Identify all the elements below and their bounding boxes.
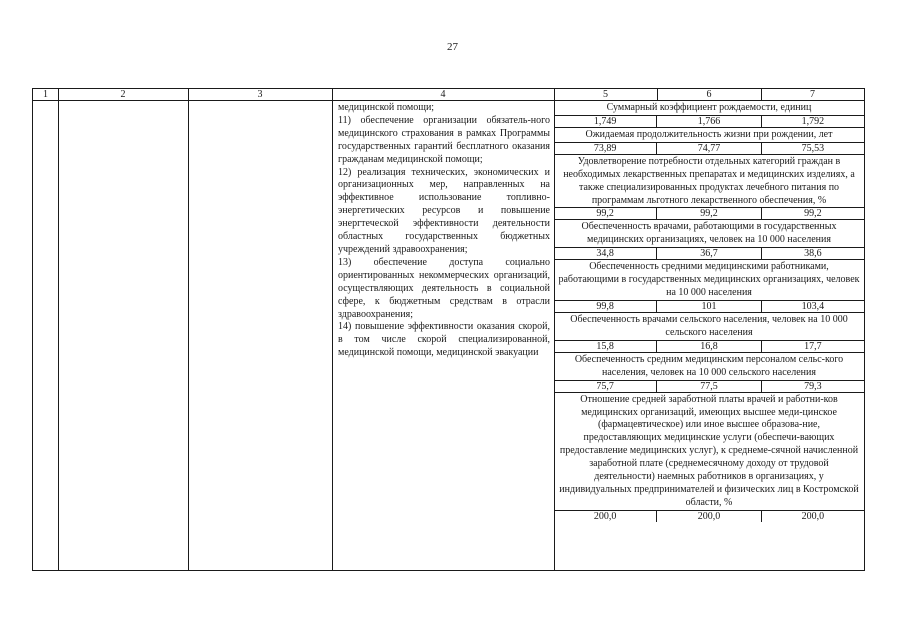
column-number: 1: [43, 89, 48, 100]
indicator-value: 1,792: [761, 116, 864, 127]
indicator-values: [554, 248, 864, 260]
indicator-name: Обеспеченность средними медицинскими работниками, работающими в государственных медицинских организациях, человек на 10 000 населения: [554, 260, 864, 301]
indicator-value: 36,7: [656, 248, 760, 259]
indicator-value: 200,0: [656, 511, 760, 522]
column-divider: [332, 89, 333, 570]
column-number: 5: [603, 89, 608, 100]
indicator-value: 73,89: [593, 142, 617, 154]
indicator-value: 75,53: [761, 143, 864, 154]
indicator-value: 99,2: [761, 208, 864, 219]
indicator-values: [554, 301, 864, 313]
column-number-row: [33, 89, 864, 101]
indicator-value: 77,5: [656, 381, 760, 392]
indicator-name: Обеспеченность врачами, работающими в государственных медицинских организациях, человек на 10 000 населения: [554, 220, 864, 248]
indicator-value: 75,7: [596, 380, 614, 392]
indicator-block: [554, 353, 864, 393]
measure-item: медицинской помощи;: [338, 102, 435, 113]
indicator-value: 200,0: [593, 510, 617, 522]
indicator-value: 99,8: [596, 300, 614, 312]
indicator-block: [554, 101, 864, 128]
indicator-name: Обеспеченность средним медицинским персоналом сельс-кого населения, человек на 10 000 сельского населения: [554, 353, 864, 381]
column-number: 6: [706, 89, 712, 100]
page-number: 27: [447, 41, 458, 53]
indicator-value: 99,2: [596, 208, 614, 220]
measure-item: 11) обеспечение организации обязатель-ного медицинского страхования в рамках Программы государственных гарантий бесплатного оказания гражданам медицинской помощи;: [338, 114, 550, 165]
program-table: [32, 88, 865, 571]
indicator-block: [554, 155, 864, 221]
indicator-value: 200,0: [761, 511, 864, 522]
indicator-value: 79,3: [761, 381, 864, 392]
indicator-block: [554, 313, 864, 353]
column-divider: [761, 89, 762, 100]
indicator-value: 99,2: [656, 208, 760, 219]
column-number: 7: [810, 89, 815, 100]
indicator-value: 16,8: [656, 341, 760, 352]
indicators-list: [554, 101, 864, 522]
indicator-block: [554, 220, 864, 260]
measure-item: 13) обеспечение доступа социально ориентированных некоммерческих организаций, осуществляющих деятельность в социальной сфере, к бюджетным средствам в отрасли здравоохранения;: [338, 256, 550, 320]
column-number: 4: [440, 89, 446, 100]
indicator-values: [554, 341, 864, 353]
indicator-value: 103,4: [761, 301, 864, 312]
measure-item: 12) реализация технических, экономических и организационных мер, направленных на эффективное использование топливно-энергетических ресурсов и повышение энергтеческой эффективности деятельности областных государственных бюджетных учреждений здравоохранения;: [338, 166, 550, 255]
indicator-name: Отношение средней заработной платы врачей и работни-ков медицинских организаций, имеющих высшее меди-цинское (фармацевтическое) или иное высшее образова-ние, предоставляющих медицинские услуги (обеспечи-вающих предоставление медицинских услуг), к среднеме-сячной начисленной заработной плате (среднемесячному доходу от трудовой деятельности) наемных работников в организациях, у индивидуальных предпринимателей и физических лиц в Костромской области, %: [554, 393, 864, 511]
indicator-value: 1,749: [593, 115, 617, 127]
indicator-value: 15,8: [596, 340, 614, 352]
measures-list: [338, 102, 550, 360]
indicator-values: [554, 116, 864, 128]
indicator-values: [554, 511, 864, 522]
indicator-value: 17,7: [761, 341, 864, 352]
column-number: 3: [257, 89, 263, 100]
indicator-values: [554, 208, 864, 220]
indicator-value: 74,77: [656, 143, 760, 154]
indicator-name: Удовлетворение потребности отдельных категорий граждан в необходимых лекарственных препаратах и медицинских изделиях, а также специализированных продуктах лечебного питания по программам льготного лекарственного обеспечения, %: [554, 155, 864, 209]
indicator-block: [554, 260, 864, 313]
indicator-values: [554, 381, 864, 393]
indicator-block: [554, 128, 864, 155]
indicator-values: [554, 143, 864, 155]
indicator-value: 1,766: [656, 116, 760, 127]
indicator-name: Ожидаемая продолжительность жизни при рождении, лет: [554, 128, 864, 143]
indicator-name: Обеспеченность врачами сельского населения, человек на 10 000 сельского населения: [554, 313, 864, 341]
indicator-value: 34,8: [596, 248, 614, 260]
indicator-value: 38,6: [761, 248, 864, 259]
column-divider: [657, 89, 658, 100]
indicator-block: [554, 393, 864, 522]
column-number: 2: [120, 89, 126, 100]
indicator-value: 101: [656, 301, 760, 312]
indicator-name: Суммарный коэффициент рождаемости, единиц: [554, 101, 864, 116]
column-divider: [58, 89, 59, 570]
measure-item: 14) повышение эффективности оказания скорой, в том числе скорой специализированной, медицинской помощи, медицинской эвакуации: [338, 321, 550, 359]
column-divider: [188, 89, 189, 570]
